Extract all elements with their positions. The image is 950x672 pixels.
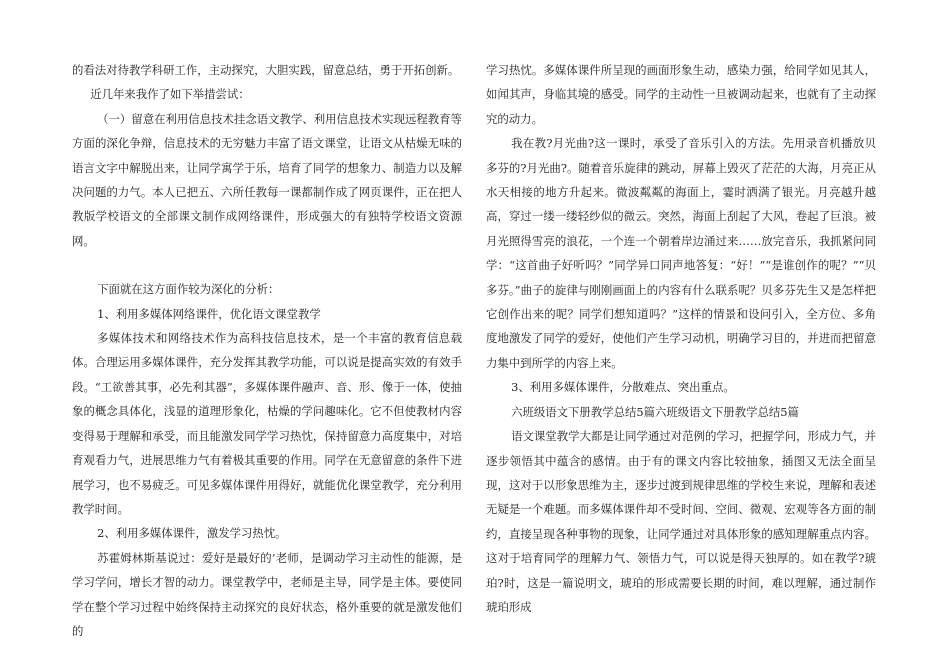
paragraph: （一）留意在利用信息技术挂念语文教学、利用信息技术实现远程教育等方面的深化争辩，信息技术的无穷魅力丰富了语文课堂，让语文从枯燥无味的语言文字中解脱出来，让同学寓学于乐，培育了同学的想象力、制造力以及解决问题的力气。本人已把五、六所任教每一课都制作成了网页课件，正在把人教版学校语文的全部课文制作成网络课件，形成强大的有独特学校语文资源网。 <box>72 111 462 248</box>
paragraph: 的看法对待教学科研工作，主动探究，大胆实践，留意总结，勇于开拓创新。 <box>72 63 460 77</box>
left-column <box>72 58 462 643</box>
paragraph: 苏霍姆林斯基说过：爱好是最好的’老师，是调动学习主动性的能源，是学习学问，增长才智的动力。课堂教学中，老师是主导，同学是主体。要使同学在整个学习过程中始终保持主动探究的良好状态，格外重要的就是激发他们的 <box>72 550 462 638</box>
paragraph: 多媒体技术和网络技术作为高科技信息技术，是一个丰富的教育信息载体。合理运用多媒体课件，充分发挥其教学功能，可以说是提高实效的有效手段。“工欲善其事，必先利其器”，多媒体课件融声、音、形、像于一体，使抽象的概念具体化，浅显的道理形象化，枯燥的学问趣味化。它不但使教材内容变得易于理解和承受，而且能激发同学学习热忱，保持留意力高度集中，对培育观看力气，进展思维力气有着极其重要的作用。同学在无意留意的条件下进展学习，也不易疲乏。可见多媒体课件用得好，就能优化课堂教学，充分利用教学时间。 <box>72 331 462 516</box>
paragraph: 下面就在这方面作较为深化的分析： <box>97 282 280 297</box>
right-column <box>486 58 876 619</box>
paragraph: 我在教?月光曲?这一课时，承受了音乐引入的方法。先用录音机播放贝多芬的?月光曲?。随着音乐旋律的跳动，屏幕上毁灭了茫茫的大海，月亮正从水天相接的地方升起来。微波粼粼的海面上，霎时洒满了银光。月亮越升越高，穿过一缕一缕轻纱似的微云。突然，海面上刮起了大风，卷起了巨浪。被月光照得雪亮的浪花，一个连一个朝着岸边涌过来……放完音乐，我抓紧问同学：“这首曲子好听吗？”同学异口同声地答复：“好！”“是谁创作的呢？”“贝多芬。”曲子的旋律与刚刚画面上的内容有什么联系呢？贝多芬先生又是怎样把它创作出来的呢？同学们想知道吗？”这样的情景和设问引入，全方位、多角度地激发了同学的爱好，使他们产生学习动机，明确学习目的，并进而把留意力集中到所学的内容上来。 <box>486 136 876 370</box>
spacer <box>72 253 462 277</box>
paragraph: 近几年来我作了如下举措尝试： <box>90 87 250 102</box>
paragraph: 语文课堂教学大都是让同学通过对范例的学习，把握学问，形成力气，并逐步领悟其中蕴含的感情。由于有的课文内容比较抽象，插图又无法全面呈现，这对于以形象思维为主，逐步过渡到规律思维的学校生来说，理解和表述无疑是一个难题。而多媒体课件却不受时间、空间、微观、宏观等各方面的制约，直接呈现各种事物的现象，让同学通过对具体形象的感知理解重点内容。这对于培育同学的理解力气、领悟力气，可以说是得天独厚的。如在教学?琥珀?时，这是一篇说明文，琥珀的形成需要长期的时间，难以理解，通过制作琥珀形成 <box>486 429 876 614</box>
section-heading: 1、利用多媒体网络课件，优化语文课堂教学 <box>97 306 321 321</box>
section-heading: 3、利用多媒体课件，分散难点、突出重点。 <box>511 380 735 395</box>
section-heading: 2、利用多媒体课件，激发学习热忱。 <box>97 526 287 541</box>
document-title: 六班级语文下册教学总结5篇六班级语文下册教学总结5篇 <box>511 404 799 419</box>
paragraph: 学习热忱。多媒体课件所呈现的画面形象生动，感染力强，给同学如见其人，如闻其声，身临其境的感受。同学的主动性一旦被调动起来，也就有了主动探究的动力。 <box>486 63 876 126</box>
